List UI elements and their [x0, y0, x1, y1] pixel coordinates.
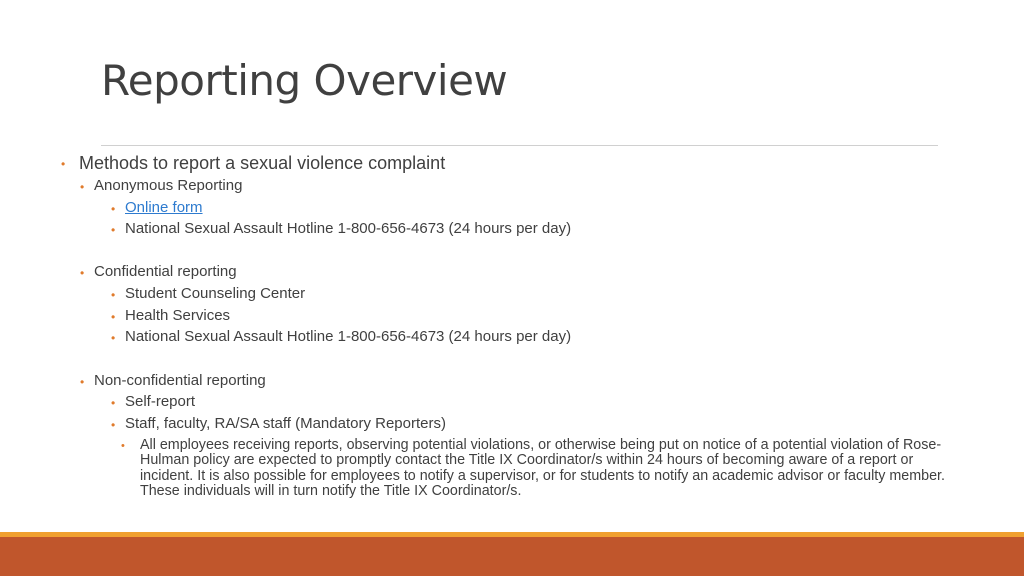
bullet-dot-icon: • [80, 266, 85, 280]
online-form-link[interactable]: Online form [125, 199, 203, 216]
health-services-item: Health Services [125, 307, 231, 324]
methods-heading: Methods to report a sexual violence complaint [79, 153, 446, 173]
bullet-dot-icon: • [111, 331, 116, 345]
bullet-dot-icon: • [61, 157, 66, 171]
counseling-center-item: Student Counseling Center [125, 285, 306, 302]
bullet-dot-icon: • [111, 418, 116, 432]
mandatory-reporters-item: Staff, faculty, RA/SA staff (Mandatory Reporters) [125, 415, 446, 432]
bullet-dot-icon: • [111, 288, 116, 302]
page-title: Reporting Overview [101, 56, 508, 105]
bullet-dot-icon: • [111, 223, 116, 237]
bullet-dot-icon: • [80, 180, 85, 194]
bullet-dot-icon: • [121, 440, 125, 452]
anonymous-reporting-label: Anonymous Reporting [94, 177, 243, 194]
self-report-item: Self-report [125, 393, 196, 410]
confidential-hotline-item: National Sexual Assault Hotline 1-800-656-4673 (24 hours per day) [125, 328, 572, 345]
bullet-dot-icon: • [111, 310, 116, 324]
employee-obligation-paragraph: All employees receiving reports, observing potential violations, or otherwise being put on notice of a potential violation of Rose-Hulman policy are expected to promptly contact the Title IX Coordinator/s within 24 hours of becoming aware of a report or incident. It is also possible for employees to notify a supervisor, or for students to notify an academic advisor or faculty member. These individuals will in turn notify the Title IX Coordinator/s. [140, 437, 945, 499]
bullet-dot-icon: • [111, 396, 116, 410]
confidential-reporting-label: Confidential reporting [94, 263, 237, 280]
anonymous-hotline-item: National Sexual Assault Hotline 1-800-656-4673 (24 hours per day) [125, 220, 572, 237]
bullet-dot-icon: • [111, 202, 116, 216]
non-confidential-reporting-label: Non-confidential reporting [94, 372, 266, 389]
bullet-dot-icon: • [80, 375, 85, 389]
footer-bar [0, 537, 1024, 576]
